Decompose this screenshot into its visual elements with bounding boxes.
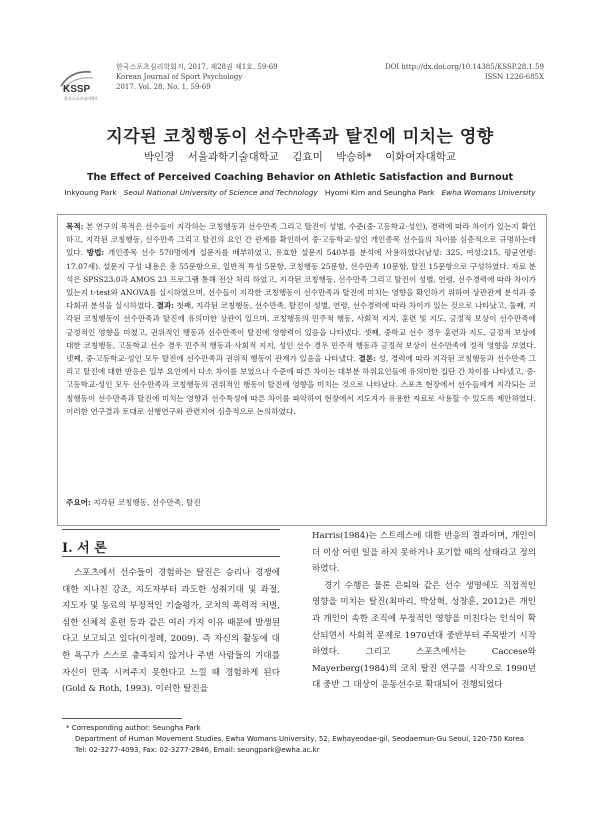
logo-text: KSSP — [63, 84, 91, 95]
footnote-rule — [62, 718, 182, 719]
paper-title-ko: 지각된 코칭행동이 선수만족과 탈진에 미치는 영향 — [106, 127, 494, 147]
abstract-purpose-label: 목적: — [66, 222, 84, 231]
abstract-result-label: 결과: — [156, 301, 174, 311]
affiliation-2: 이화여자대학교 — [385, 151, 457, 163]
section-rule-top — [62, 529, 280, 530]
footnote — [66, 723, 546, 756]
logo-subtext: 한국스포츠심리학회 — [64, 96, 97, 101]
journal-title-en: Korean Journal of Sport Psychology — [116, 73, 243, 81]
author-en-2-3: Hyomi Kim and Seungha Park — [324, 188, 435, 197]
keywords-label: 주요어: — [66, 498, 91, 507]
affiliation-en-1: Seoul National University of Science and Technology — [123, 188, 318, 197]
author-1: 박인경 — [143, 151, 175, 163]
body-right-para-1: Harris(1984)는 스트레스에 대한 반응의 결과이며, 개인이 더 이상 어떤 일을 하지 못하거나 포기할 때의 상태라고 정의하였다. — [312, 531, 536, 575]
keywords-text: 지각된 코칭행동, 선수만족, 탈진 — [90, 498, 201, 507]
doi-block — [385, 62, 544, 82]
abstract-method: 개인종목 선수 570명에게 설문지를 배부하였고, 유효한 설문지 540부를 분석에 사용하였다(남성: 325, 여성:215, 평균연령: 17.07세). 설문지 구성 내용은 총 55문항으로, 일반적 특성 5문항, 코칭행동 25문항, 선수만족 10문항, 탈진 15문항으로 구성하였다. 자료 분석은 SPSS23.0과 AMOS 23 프로그램 통해 전산 처리 하였고, 지각된 코칭행동, 선수만족 그리고 탈진이 성별, 연령, 선수경력에 따라 차이가 있는지 t-test와 ANOVA를 실시하였으며, 선수들이 지각한 코칭행동이 선수만족과 탈진에 미치는 영향을 확인하기 위하여 상관관계 분석과 중다회귀 분석을 실시하였다. — [66, 248, 536, 311]
section-heading: I. 서 론 — [62, 541, 107, 556]
journal-title-ko: 한국스포츠심리학회지, 2017, 제28권 제1호, 59-69 — [116, 63, 278, 71]
affiliation-en-2: Ewha Womans University — [441, 188, 536, 197]
abstract — [66, 220, 536, 418]
authors-ko — [0, 149, 600, 164]
footnote-address: Department of Human Movement Studies, Ewha Womans University, 52, Ewhayeodae-gil, Seodaemun-Gu Seoul, 120-750 Korea — [75, 735, 524, 743]
journal-volume: 2017. Vol. 28, No. 1, 59-69 — [116, 83, 211, 91]
footnote-contact: Tel: 02-3277-4093, Fax: 02-3277-2846, Email: seungpark@ewha.ac.kr — [75, 746, 320, 754]
body-left-column: 스포츠에서 선수들이 경험하는 탈진은 승리나 경쟁에 대한 지나친 강조, 지도자부터 과도한 성취기대 및 좌절, 지도자 및 동료의 부정적인 기술평가, 코치의 폭력적 처벌, 심한 신체적 훈련 등과 같은 여러 가지 이유 때문에 발생된다고 보고되고 있다(이정례, 2009). 즉 자신의 활동에 대한 욕구가 스스로 충족되지 않거나 주변 사람들의 기대를 자신이 만족 시켜주지 못한다고 느낄 때 경험하게 된다(Gold & Roth, 1993). 이러한 탈진을 — [62, 568, 280, 695]
author-3: 박승하* — [336, 151, 372, 163]
affiliation-1: 서울과학기술대학교 — [187, 151, 279, 163]
abstract-result: 첫째, 지각된 코칭행동, 선수만족, 탈진이 성별, 연령, 선수경력에 따라 차이가 있는 것으로 나타났고, 둘째, 지각된 코칭행동이 선수만족과 탈진에 유의미한 상관이 있으며, 코칭행동의 민주적 행동, 사회적 지지, 훈련 및 지도, 긍정적 보상이 선수만족에 긍정적인 영향을 미쳤고, 권위적인 행동과 선수만족이 탈진에 영향력이 있음을 나타냈다. 셋째, 중학교 선수 경우 훈련과 지도, 긍정적 보상에 대한 코칭행동, 고등학교 선수 경우 민주적 행동과 사회적 지지, 성인 선수 경우 민주적 행동과 긍정적 보상이 선수만족에 정적 영향을 보였다. 넷째, 중·고등학교·성인 모두 탈진에 선수만족과 권위적 행동이 관계가 있음을 나타냈다. — [66, 301, 536, 364]
journal-logo — [57, 64, 97, 104]
abstract-method-label: 방법: — [86, 248, 105, 258]
abstract-purpose: 본 연구의 목적은 선수들이 지각하는 코칭행동과 선수만족 그리고 탈진이 성별, 수준(중·고등학교·성인), 경력에 따라 차이가 있는지 확인하고, 지각된 코칭행동, 선수만족 그리고 탈진의 요인 간 관계를 확인하여 중·고등학교·성인 개인종목 선수들의 차이를 심층적으로 규명하는데 있다. — [66, 222, 536, 258]
doi-link[interactable]: DOI http://dx.doi.org/10.14385/KSSP.28.1.59 — [385, 63, 544, 71]
author-2: 김효미 — [292, 151, 323, 163]
abstract-conclusion-label: 결론: — [358, 354, 376, 364]
authors-en — [0, 188, 600, 197]
footnote-corresponding: * Corresponding author: Seungha Park — [66, 724, 201, 732]
body-right-para-2: 경기 수행은 물론 은퇴와 같은 선수 생명에도 직접적인 영향을 미치는 탈진(최마리, 박상혁, 성창훈, 2012)은 개인과 개인이 속한 조직에 부정적인 영향을 미친다는 인식이 확산되면서 사회적 문제로 1970년대 중반부터 주목받기 시작하였다. 그리고 스포츠에서는 Caccese와 Mayerberg(1984)의 코치 탈진 연구를 시작으로 1990년대 중반 그 대상이 운동선수로 확대되어 진행되었다 — [312, 580, 536, 691]
keywords — [66, 497, 536, 508]
paper-title-en: The Effect of Perceived Coaching Behavior on Athletic Satisfaction and Burnout — [86, 172, 514, 183]
abstract-conclusion: 성, 경력에 따라 지각된 코칭행동과 선수만족 그리고 탈진에 대한 반응은 일부 요인에서 다소 차이를 보였으나 수준에 따른 차이는 대부분 하위요인들에 유의미한 집단 간 차이를 나타냈고, 중·고등학교·성인 모두 선수만족과 코칭행동의 권위적인 행동이 탈진에 영향을 미치는 것으로 나타났다. 스포츠 현장에서 선수들에게 지각되는 코칭행동이 선수만족과 탈진에 미치는 영향과 선수특성에 따른 차이를 파악하여 현장에서 지도자가 유용한 자료로 사용할 수 있도록 제안하였다. 이러한 연구결과 토대로 선행연구와 관련지어 심층적으로 논의하였다. — [66, 354, 536, 416]
section-rule-bottom — [62, 556, 280, 557]
body-right-column — [312, 528, 536, 694]
issn: ISSN 1226-685X — [484, 73, 544, 81]
author-en-1: Inkyoung Park — [64, 188, 117, 197]
journal-info — [116, 62, 278, 92]
